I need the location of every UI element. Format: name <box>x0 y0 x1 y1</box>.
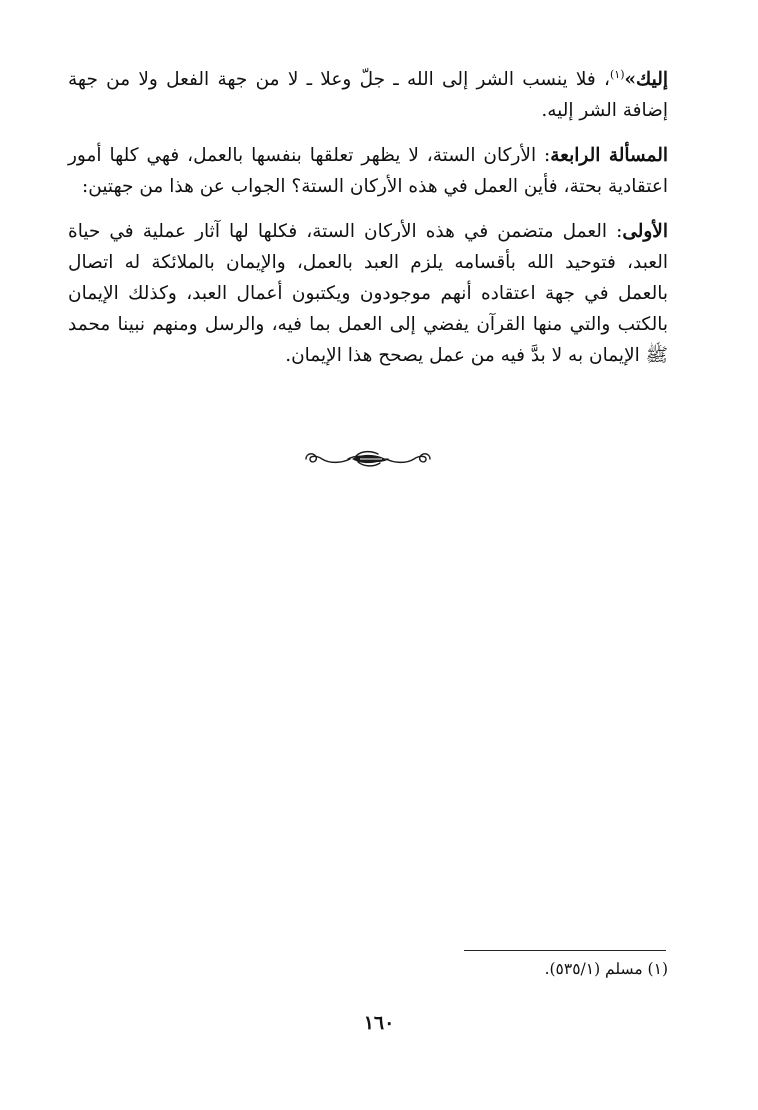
point-heading: الأولى <box>622 221 668 242</box>
footnote-separator <box>464 950 666 951</box>
page-number: ١٦٠ <box>363 1012 395 1034</box>
paragraph-3 <box>68 216 668 371</box>
main-text <box>68 64 668 385</box>
quoted-word: إليك» <box>624 69 668 90</box>
section-heading: المسألة الرابعة <box>550 145 668 166</box>
paragraph-1 <box>68 64 668 126</box>
paragraph-3-text: : العمل متضمن في هذه الأركان الستة، فكلها لها آثار عملية في حياة العبد، فتوحيد الله بأقسامه يلزم العبد بالعمل، والإيمان بالملائكة له اتصال بالعمل في جهة اعتقاده أنهم موجودون ويكتبون أعمال العبد، وكذلك الإيمان بالكتب والتي منها القرآن يفضي إلى العمل بما فيه، والرسل ومنهم نبينا محمد ﷺ الإيمان به لا بدَّ فيه من عمل يصحح هذا الإيمان. <box>68 221 668 366</box>
footnote-reference: (١) <box>609 67 625 81</box>
footnote: (١) مسلم (٥٣٥/١). <box>544 960 668 978</box>
paragraph-2-text: : الأركان الستة، لا يظهر تعلقها بنفسها بالعمل، فهي كلها أمور اعتقادية بحتة، فأين العمل في هذه الأركان الستة؟ الجواب عن هذا من جهتين: <box>68 145 668 197</box>
paragraph-2 <box>68 140 668 202</box>
paragraph-1-text: ، فلا ينسب الشر إلى الله ـ جلّ وعلا ـ لا من جهة الفعل ولا من جهة إضافة الشر إليه. <box>68 69 668 121</box>
divider-ornament-icon <box>298 444 438 474</box>
